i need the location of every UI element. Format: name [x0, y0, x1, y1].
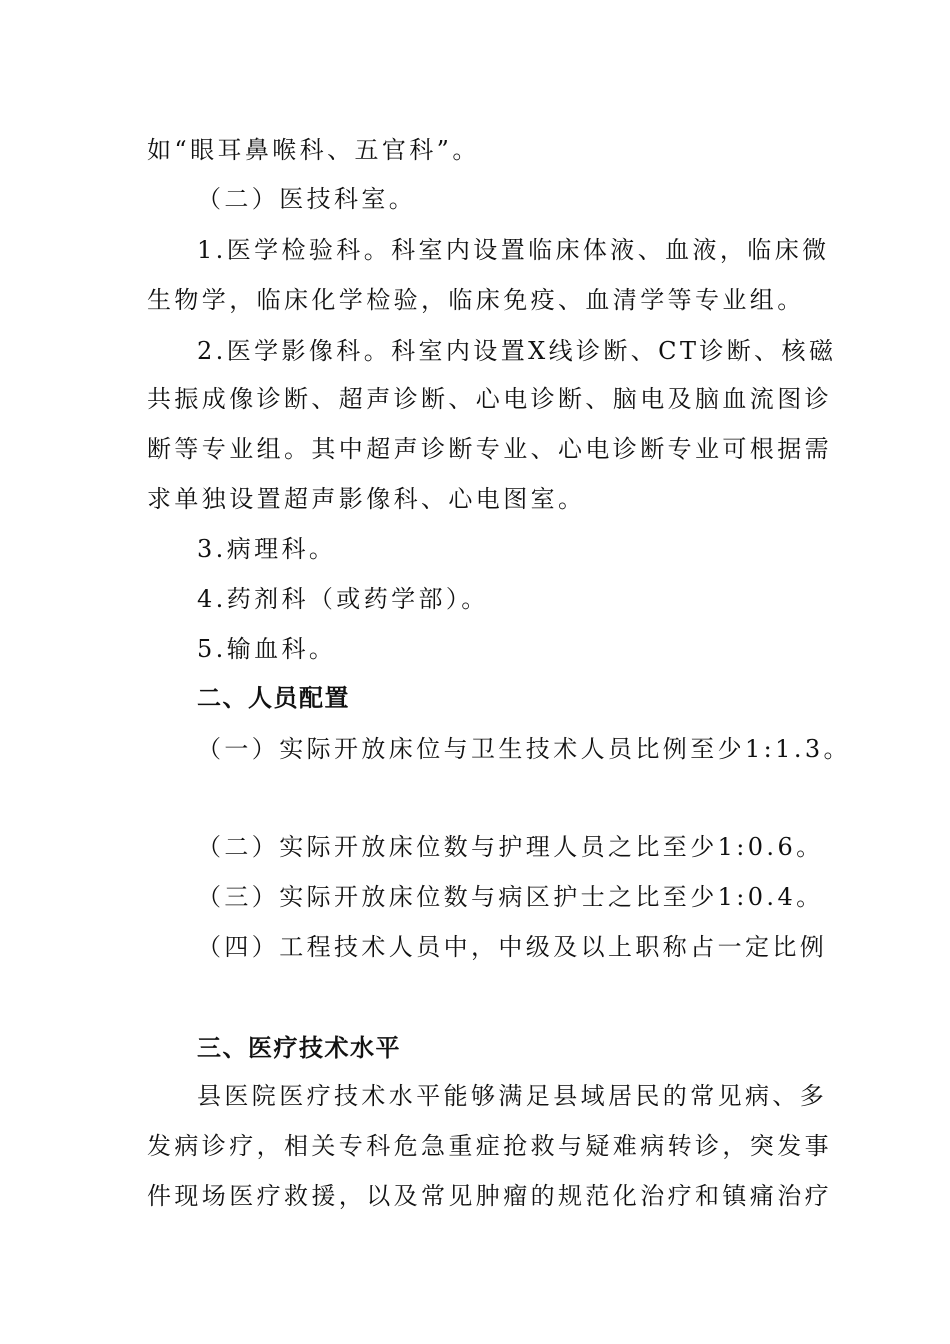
list-item: 1.医学检验科。科室内设置临床体液、血液，临床微 — [197, 236, 830, 264]
text-line: 求单独设置超声影像科、心电图室。 — [147, 485, 586, 513]
text-line: （一）实际开放床位与卫生技术人员比例至少1:1.3。 — [197, 735, 851, 763]
text-line: 如“眼耳鼻喉科、五官科”。 — [147, 136, 480, 164]
text-line: 县医院医疗技术水平能够满足县域居民的常见病、多 — [197, 1082, 828, 1110]
list-item: 2.医学影像科。科室内设置X线诊断、CT诊断、核磁 — [197, 337, 837, 365]
list-item: 3.病理科。 — [197, 535, 337, 563]
text-line: 件现场医疗救援，以及常见肿瘤的规范化治疗和镇痛治疗 — [147, 1182, 832, 1210]
text-line: 发病诊疗，相关专科危急重症抢救与疑难病转诊，突发事 — [147, 1132, 832, 1160]
list-item: 5.输血科。 — [197, 635, 337, 663]
text-line: 共振成像诊断、超声诊断、心电诊断、脑电及脑血流图诊 — [147, 385, 832, 413]
section-heading: 三、医疗技术水平 — [197, 1034, 401, 1062]
section-subheading: （二）医技科室。 — [197, 185, 417, 213]
text-line: 生物学，临床化学检验，临床免疫、血清学等专业组。 — [147, 286, 805, 314]
text-line: （四）工程技术人员中，中级及以上职称占一定比例 — [197, 933, 828, 961]
text-line: （三）实际开放床位数与病区护士之比至少1:0.4。 — [197, 883, 824, 911]
list-item: 4.药剂科（或药学部）。 — [197, 585, 489, 613]
text-line: （二）实际开放床位数与护理人员之比至少1:0.6。 — [197, 833, 824, 861]
text-line: 断等专业组。其中超声诊断专业、心电诊断专业可根据需 — [147, 435, 832, 463]
section-heading: 二、人员配置 — [197, 684, 350, 712]
